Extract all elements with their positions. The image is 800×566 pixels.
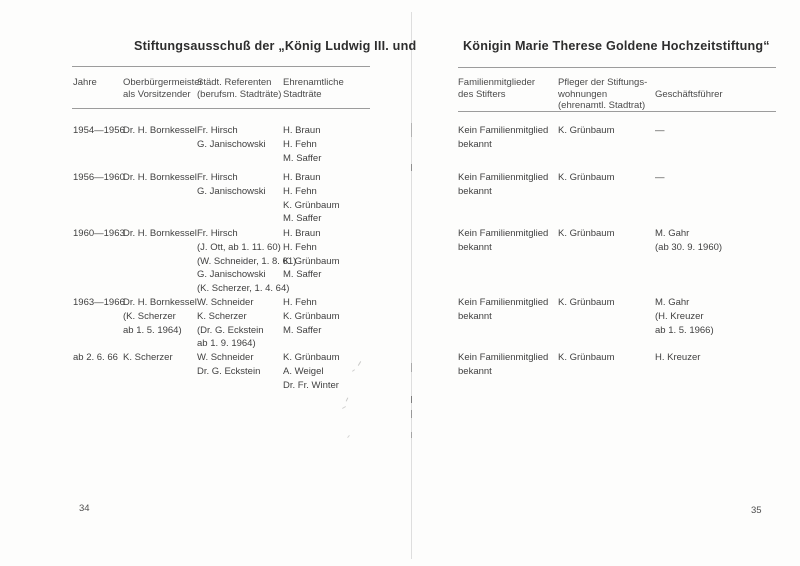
text-line: Familienmitglieder	[458, 77, 536, 88]
cell-caretaker	[558, 227, 655, 241]
cell-referents	[197, 171, 283, 199]
cell-years	[73, 296, 123, 310]
text-line: des Stifters	[458, 88, 506, 100]
gutter-shadow-segment	[411, 363, 412, 372]
cell-honorary	[283, 296, 370, 337]
text-line: Fr. Hirsch	[197, 172, 238, 183]
cell-manager	[655, 227, 776, 255]
text-line: K. Grünbaum	[558, 172, 615, 183]
cell-family	[458, 124, 558, 152]
text-line: Dr. H. Bornkessel	[123, 125, 197, 136]
text-line: H. Fehn	[283, 138, 317, 150]
text-line: H. Fehn	[283, 297, 317, 308]
text-line: K. Grünbaum	[558, 228, 615, 239]
text-line: —	[655, 172, 665, 183]
cell-referents	[197, 296, 283, 351]
text-line: G. Janischowski	[197, 185, 266, 197]
cell-caretaker	[558, 296, 655, 310]
cell-family	[458, 171, 558, 199]
cell-caretaker	[558, 124, 655, 138]
text-line: ab 2. 6. 66	[73, 352, 118, 363]
cell-mayor	[123, 227, 197, 241]
text-line: K. Grünbaum	[558, 125, 615, 136]
cell-manager	[655, 351, 776, 365]
text-line: M. Saffer	[283, 152, 322, 164]
cell-honorary	[283, 171, 370, 226]
cell-mayor	[123, 296, 197, 337]
text-line: Geschäftsführer	[655, 88, 723, 100]
cell-family	[458, 351, 558, 379]
text-line: bekannt	[458, 310, 492, 322]
text-line: H. Braun	[283, 125, 321, 136]
text-line: 1963—1966	[73, 297, 125, 308]
text-line: 1956—1960	[73, 172, 125, 183]
cell-manager	[655, 124, 776, 138]
cell-mayor	[123, 124, 197, 138]
page-number-right: 35	[751, 505, 762, 516]
text-line: H. Kreuzer	[655, 352, 701, 363]
left-table-header-rule	[72, 108, 370, 109]
text-line: als Vorsitzender	[123, 88, 191, 100]
cell-family	[458, 227, 558, 255]
cell-mayor	[123, 171, 197, 185]
text-line: (W. Schneider, 1. 8. 61)	[197, 255, 297, 267]
text-line: Pfleger der Stiftungs-	[558, 77, 648, 88]
text-line: H. Braun	[283, 228, 321, 239]
text-line: A. Weigel	[283, 365, 324, 377]
text-line: K. Grünbaum	[283, 255, 340, 267]
left-table-top-rule	[72, 66, 370, 67]
cell-referents	[197, 351, 283, 379]
text-line: K. Grünbaum	[283, 310, 340, 322]
text-line: M. Saffer	[283, 324, 322, 336]
text-line: Fr. Hirsch	[197, 228, 238, 239]
text-line: Jahre	[73, 77, 97, 88]
cell-caretaker	[558, 351, 655, 365]
right-page-title: Königin Marie Therese Goldene Hochzeitstiftung“	[463, 39, 770, 53]
text-line: (K. Scherzer	[123, 310, 176, 322]
text-line: ab 1. 9. 1964)	[197, 338, 256, 350]
text-line: G. Janischowski	[197, 138, 266, 150]
text-line: W. Schneider	[197, 297, 254, 308]
right-page	[458, 0, 776, 566]
text-line: M. Saffer	[283, 269, 322, 281]
column-header-oberbuergermeister	[123, 77, 203, 100]
page-number-left: 34	[79, 503, 90, 514]
text-line: Dr. H. Bornkessel	[123, 297, 197, 308]
text-line: 1954—1956	[73, 125, 125, 136]
left-page	[72, 0, 417, 566]
text-line: M. Gahr	[655, 297, 690, 308]
gutter-shadow-segment	[411, 410, 412, 418]
cell-honorary	[283, 227, 370, 282]
cell-manager	[655, 296, 776, 337]
gutter-shadow-segment	[411, 123, 412, 137]
column-header-ehrenamtliche	[283, 77, 370, 100]
text-line: Stadträte	[283, 88, 322, 100]
text-line: H. Fehn	[283, 241, 317, 253]
cell-years	[73, 171, 123, 185]
text-line: K. Grünbaum	[558, 352, 615, 363]
text-line: ab 1. 5. 1964)	[123, 324, 182, 336]
text-line: H. Fehn	[283, 185, 317, 197]
text-line: K. Scherzer	[123, 352, 173, 363]
cell-honorary	[283, 124, 370, 165]
text-line: Dr. H. Bornkessel	[123, 228, 197, 239]
text-line: G. Janischowski	[197, 269, 266, 281]
column-header-pfleger	[558, 77, 655, 112]
text-line: Fr. Hirsch	[197, 125, 238, 136]
column-header-geschaeftsfuehrer	[655, 77, 776, 100]
cell-manager	[655, 171, 776, 185]
text-line: Städt. Referenten	[197, 77, 272, 88]
gutter-shadow-segment	[411, 432, 412, 438]
column-header-jahre	[73, 77, 123, 89]
text-line: (berufsm. Stadträte)	[197, 88, 282, 100]
cell-family	[458, 296, 558, 324]
text-line: K. Grünbaum	[283, 352, 340, 363]
text-line: Ehrenamtliche	[283, 77, 344, 88]
page-gutter-line	[411, 12, 412, 559]
text-line: bekannt	[458, 241, 492, 253]
text-line: 1960—1963	[73, 228, 125, 239]
right-table-header-rule	[458, 111, 776, 112]
text-line: Oberbürgermeister	[123, 77, 203, 88]
cell-honorary	[283, 351, 370, 392]
text-line: wohnungen	[558, 88, 608, 100]
text-line: ab 1. 5. 1966)	[655, 324, 714, 336]
text-line: Kein Familienmitglied	[458, 228, 549, 239]
text-line: K. Grünbaum	[558, 297, 615, 308]
text-line: Kein Familienmitglied	[458, 352, 549, 363]
text-line: Kein Familienmitglied	[458, 172, 549, 183]
text-line: Dr. G. Eckstein	[197, 365, 261, 377]
text-line: (ab 30. 9. 1960)	[655, 241, 723, 253]
cell-mayor	[123, 351, 197, 365]
text-line: Kein Familienmitglied	[458, 297, 549, 308]
text-line: Dr. H. Bornkessel	[123, 172, 197, 183]
column-header-familienmitglieder	[458, 77, 558, 100]
text-line: M. Saffer	[283, 213, 322, 225]
text-line: M. Gahr	[655, 228, 690, 239]
text-line: (H. Kreuzer	[655, 310, 704, 322]
text-line: —	[655, 125, 665, 136]
cell-years	[73, 227, 123, 241]
cell-years	[73, 351, 123, 365]
cell-years	[73, 124, 123, 138]
text-line: K. Scherzer	[197, 310, 247, 322]
cell-referents	[197, 227, 297, 296]
text-line: Dr. Fr. Winter	[283, 379, 339, 391]
text-line: Kein Familienmitglied	[458, 125, 549, 136]
text-line: bekannt	[458, 365, 492, 377]
text-line: W. Schneider	[197, 352, 254, 363]
text-line: (Dr. G. Eckstein	[197, 324, 264, 336]
text-line: H. Braun	[283, 172, 321, 183]
text-line: bekannt	[458, 185, 492, 197]
text-line: (K. Scherzer, 1. 4. 64)	[197, 283, 290, 295]
gutter-shadow-segment	[411, 396, 412, 403]
gutter-shadow-segment	[411, 164, 412, 171]
text-line: (ehrenamtl. Stadtrat)	[558, 100, 646, 111]
text-line: (J. Ott, ab 1. 11. 60)	[197, 241, 281, 253]
column-header-staedt-referenten	[197, 77, 283, 100]
right-table-top-rule	[458, 67, 776, 68]
text-line: K. Grünbaum	[283, 199, 340, 211]
cell-referents	[197, 124, 283, 152]
cell-caretaker	[558, 171, 655, 185]
text-line: bekannt	[458, 138, 492, 150]
left-page-title: Stiftungsausschuß der „König Ludwig III. und	[134, 39, 417, 53]
